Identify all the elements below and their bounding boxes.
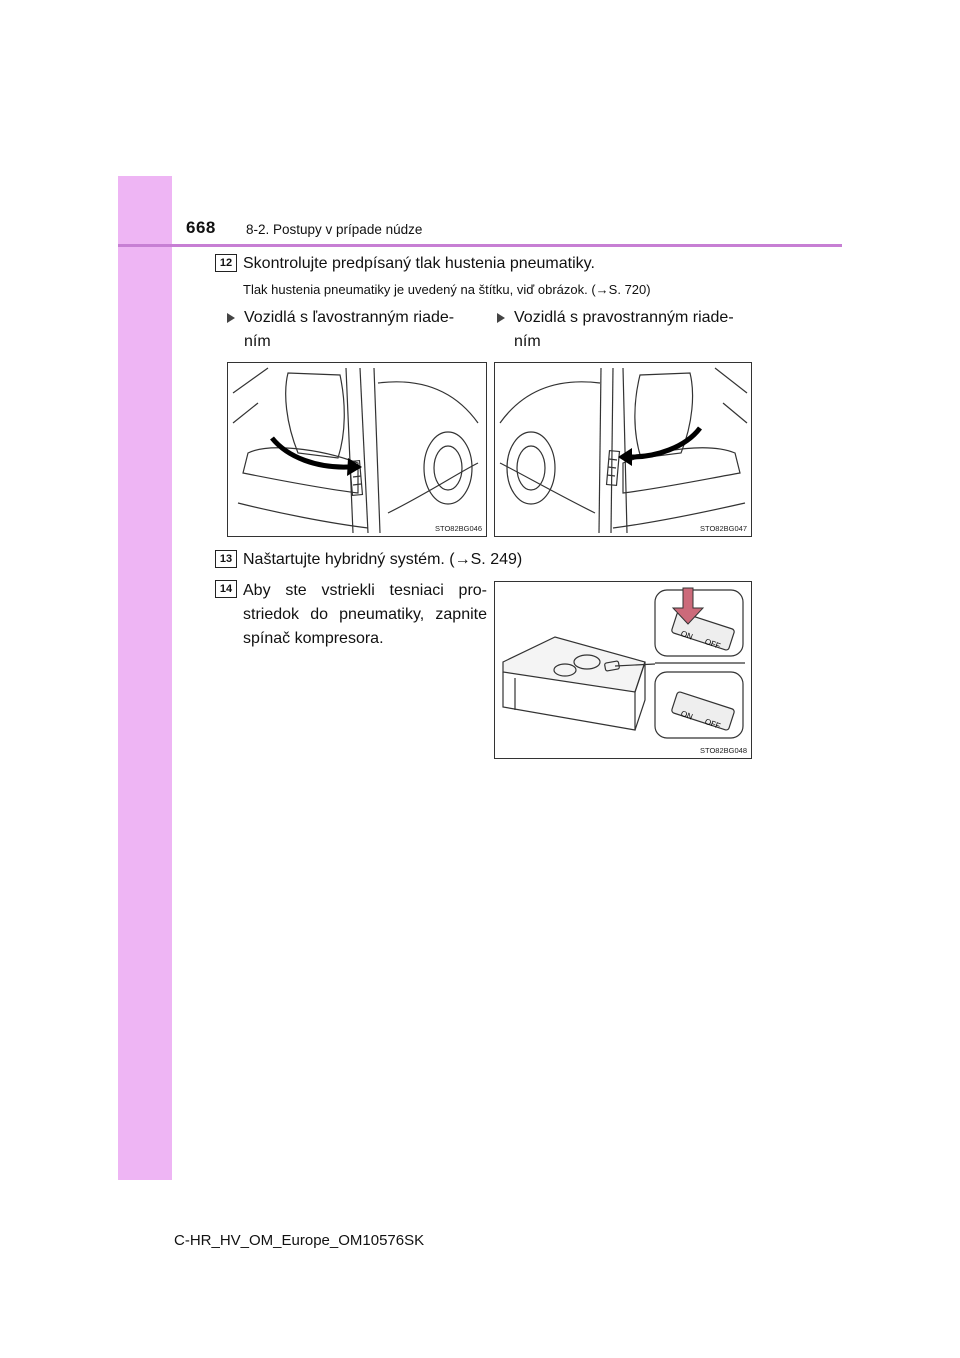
figure-lhd-door-pillar [227, 362, 487, 537]
bullet-triangle-icon [227, 313, 235, 323]
step-12-text: Skontrolujte predpísaný tlak hustenia pneumatiky. [243, 255, 595, 272]
step-13-text: Naštartujte hybridný systém. (→S. 249) [243, 551, 523, 568]
step-number-13: 13 [215, 550, 237, 568]
switch-off-label-top: OFF [703, 636, 722, 651]
page-number: 668 [186, 218, 216, 237]
figure-code-lhd: STO82BG046 [435, 524, 482, 533]
variant-right-line-1: Vozidlá s pravostranným riade- [514, 309, 734, 326]
variant-left-line-1: Vozidlá s ľavostranným riade- [244, 309, 455, 326]
step-14-line-3: spínač kompresora. [243, 630, 384, 647]
section-title: 8-2. Postupy v prípade núdze [246, 222, 423, 237]
header-rule [118, 244, 842, 247]
figure-code-compressor: STO82BG048 [700, 746, 747, 755]
switch-on-label-top: ON [679, 628, 694, 642]
figure-code-rhd: STO82BG047 [700, 524, 747, 533]
switch-off-label-bottom: OFF [703, 716, 722, 731]
step-12-note: Tlak hustenia pneumatiky je uvedený na štítku, viď obrázok. (→S. 720) [243, 282, 651, 297]
step-number-12: 12 [215, 254, 237, 272]
lhd-door-illustration [228, 363, 486, 536]
footer-document-code: C-HR_HV_OM_Europe_OM10576SK [174, 1232, 425, 1249]
variant-left-hand-drive [227, 306, 477, 354]
variant-left-line-2: ním [244, 333, 271, 350]
variant-right-hand-drive [497, 306, 747, 354]
variant-right-line-2: ním [514, 333, 541, 350]
switch-on-label-bottom: ON [679, 708, 694, 722]
step-14-text [243, 579, 487, 651]
step-14-line-1: Aby ste vstriekli tesniaci pro- [243, 582, 487, 599]
rhd-door-illustration [495, 363, 751, 536]
figure-rhd-door-pillar [494, 362, 752, 537]
side-tab-band [118, 176, 172, 1180]
compressor-illustration [495, 582, 751, 758]
bullet-triangle-icon [497, 313, 505, 323]
step-14-line-2: striedok do pneumatiky, zapnite [243, 606, 487, 623]
step-number-14: 14 [215, 580, 237, 598]
figure-compressor-switch [494, 581, 752, 759]
